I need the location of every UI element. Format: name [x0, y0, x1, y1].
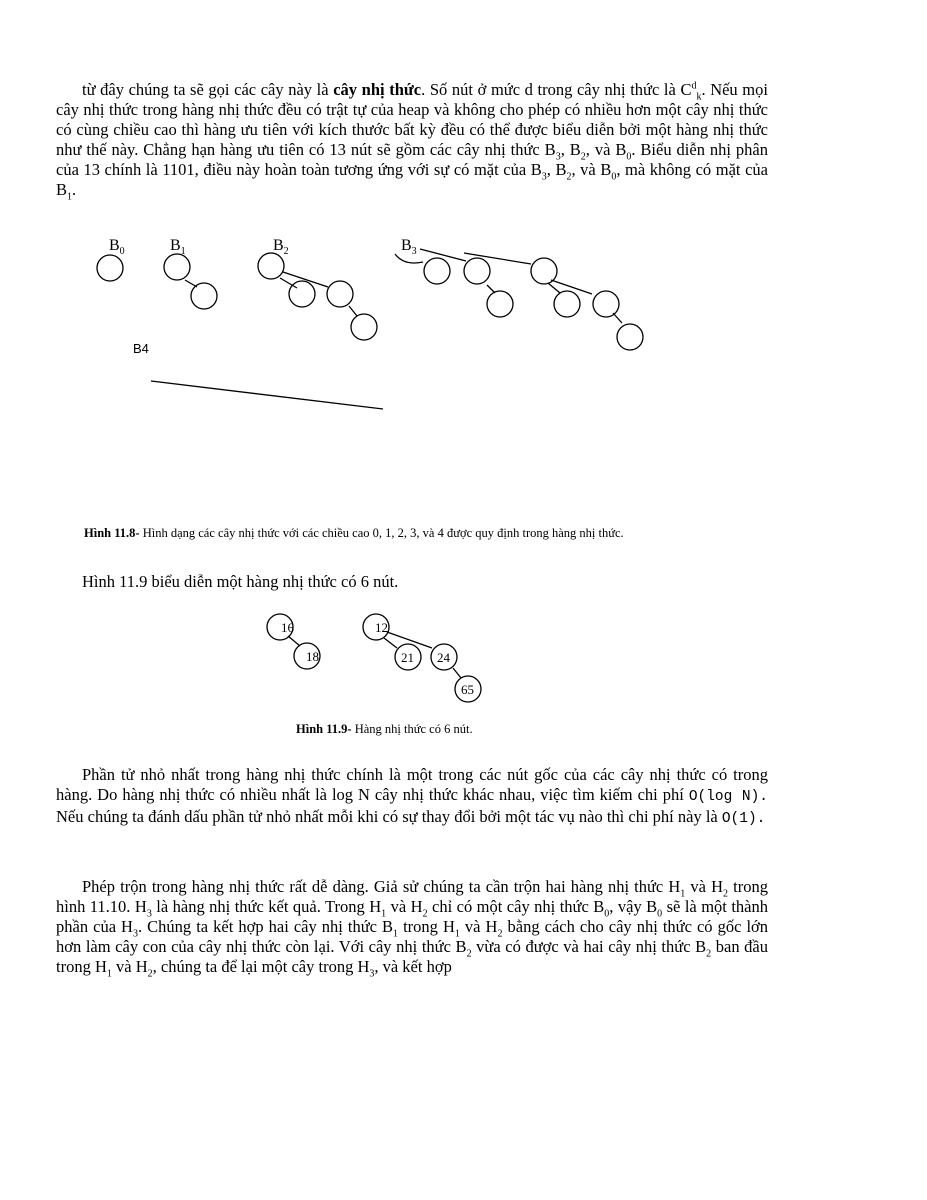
text-run: , và B	[571, 160, 612, 179]
text-run: là hàng nhị thức kết quả. Trong H	[151, 897, 382, 916]
node-value: 18	[306, 649, 319, 664]
text-run: chỉ có một cây nhị thức B	[427, 897, 605, 916]
tree-node	[289, 281, 315, 307]
subscript: 0	[657, 908, 663, 920]
tree-node	[464, 258, 490, 284]
subscript: 1	[381, 908, 387, 920]
tree-node	[164, 254, 190, 280]
text-run: , B	[546, 160, 567, 179]
tree-edge	[395, 254, 423, 263]
text-run: , chúng ta để lại một cây trong H	[152, 957, 370, 976]
heap-node	[395, 644, 421, 670]
superscript: d	[691, 80, 697, 92]
subscript: 2	[497, 928, 503, 940]
subscript: 2	[466, 948, 472, 960]
node-value: 21	[401, 650, 414, 665]
caption-text: Hình dạng các cây nhị thức với các chiều cao 0, 1, 2, 3, và 4 được quy định trong hàng nhị thức.	[139, 526, 624, 540]
subscript: 1	[393, 928, 399, 940]
tree-node	[617, 324, 643, 350]
subscript: 0	[626, 151, 632, 163]
text-run: Phần tử nhỏ nhất trong hàng nhị thức chính là một trong các nút gốc của các cây nhị thức có trong hàng. Do hàng nhị thức có nhiều nhất là log N cây nhị thức khác nhau, việc tìm kiếm chi phí	[56, 765, 768, 804]
subscript: 2	[723, 888, 729, 900]
subscript: 2	[706, 948, 712, 960]
tree-edge	[151, 381, 383, 409]
tree-node	[97, 255, 123, 281]
text-run: , và B	[585, 140, 627, 159]
subscript: 1	[454, 928, 460, 940]
node-value: 65	[461, 682, 474, 697]
subscript: k	[696, 91, 702, 103]
tree-label-b3: $B_3$	[401, 237, 417, 257]
text-run: ban đầu trong H	[56, 937, 768, 976]
text-run: , vậy B	[609, 897, 658, 916]
text-run: vừa có được và hai cây nhị thức B	[471, 937, 707, 956]
subscript: 3	[146, 908, 152, 920]
tree-node	[351, 314, 377, 340]
text-run: bằng cách cho cây nhị thức có gốc lớn hơn làm cây con của cây nhị thức còn lại. Với cây nhị thức B	[56, 917, 769, 956]
text-run: và H	[111, 957, 148, 976]
node-value: 16	[281, 620, 294, 635]
tree-node	[593, 291, 619, 317]
heap-node	[267, 614, 293, 640]
paragraph-binomial-trees	[56, 80, 768, 203]
text-run: . Số nút ở mức d trong cây nhị thức là C	[421, 80, 692, 99]
heap-node	[363, 614, 389, 640]
subscript: 0	[604, 908, 610, 920]
tree-node	[258, 253, 284, 279]
subscript: 0	[611, 171, 617, 183]
caption-label: Hình 11.9-	[296, 722, 352, 736]
subscript: 3	[555, 151, 561, 163]
figure-11-9-intro: Hình 11.9 biểu diễn một hàng nhị thức có 6 nút.	[82, 572, 399, 591]
heap-node	[455, 676, 481, 702]
subscript: 1	[680, 888, 686, 900]
text-run: từ đây chúng ta sẽ gọi các cây này là	[82, 80, 334, 99]
caption-label: Hình 11.8-	[84, 526, 140, 540]
text-run: và H	[685, 877, 724, 896]
tree-node	[531, 258, 557, 284]
subscript: 2	[147, 968, 153, 980]
tree-label-b2: $B_2$	[273, 237, 289, 257]
figure-11-8-caption	[84, 526, 624, 541]
text-run: Nếu chúng ta đánh dấu phần tử nhỏ nhất mỗi khi có sự thay đổi bởi một tác vụ nào thì chi phí này là	[56, 807, 722, 826]
text-run: Phép trộn trong hàng nhị thức rất dễ dàng. Giả sử chúng ta cần trộn hai hàng nhị thức H	[82, 877, 681, 896]
bold-term: cây nhị thức	[333, 80, 422, 99]
heap-node	[431, 644, 457, 670]
tree-label-b0: $B_0$	[109, 237, 125, 257]
figure-11-9-caption	[296, 722, 473, 737]
tree-node	[327, 281, 353, 307]
text-run: và H	[386, 897, 423, 916]
paragraph-merge	[56, 877, 769, 980]
code-complexity: O(log N).	[688, 789, 768, 805]
subscript: 2	[580, 151, 586, 163]
heap-node	[294, 643, 320, 669]
tree-label-b1: $B_1$	[170, 237, 186, 257]
tree-node	[191, 283, 217, 309]
text-run: , mà không có mặt của B	[56, 160, 768, 199]
text-run: và H	[459, 917, 498, 936]
tree-node	[554, 291, 580, 317]
text-run: . Chúng ta kết hợp hai cây nhị thức B	[137, 917, 394, 936]
paragraph-find-min	[56, 765, 768, 829]
caption-text: Hàng nhị thức có 6 nút.	[351, 722, 473, 736]
subscript: 3	[369, 968, 375, 980]
subscript: 2	[422, 908, 428, 920]
tree-label-b4: B4	[133, 341, 149, 356]
subscript: 2	[566, 171, 572, 183]
subscript: 1	[67, 191, 73, 203]
subscript: 3	[541, 171, 547, 183]
tree-node	[424, 258, 450, 284]
tree-node	[487, 291, 513, 317]
code-complexity: O(1).	[721, 811, 766, 827]
node-value: 12	[375, 620, 388, 635]
node-value: 24	[437, 650, 450, 665]
subscript: 3	[132, 928, 138, 940]
text-run: . Biểu diễn nhị phân của 13 chính là 1101, điều này hoàn toàn tương ứng với sự có mặt của B	[56, 140, 768, 179]
subscript: 1	[106, 968, 112, 980]
text-run: sẽ là một thành phần của H	[56, 897, 768, 936]
text-run: .	[72, 180, 77, 199]
text-run: . Nếu mọi cây nhị thức trong hàng nhị thức đều có trật tự của heap và không cho phép có nhiều hơn một cây nhị thức có cùng chiều cao thì hàng ưu tiên với kích thước bất kỳ đều có thể được biểu diễn bởi một hàng nhị thức như thế này. Chẳng hạn hàng ưu tiên có 13 nút sẽ gồm các cây nhị thức B	[56, 80, 768, 159]
text-run: , và kết hợp	[374, 957, 452, 976]
text-run: trong H	[398, 917, 455, 936]
text-run: trong hình 11.10. H	[56, 877, 768, 916]
text-run: , B	[560, 140, 581, 159]
